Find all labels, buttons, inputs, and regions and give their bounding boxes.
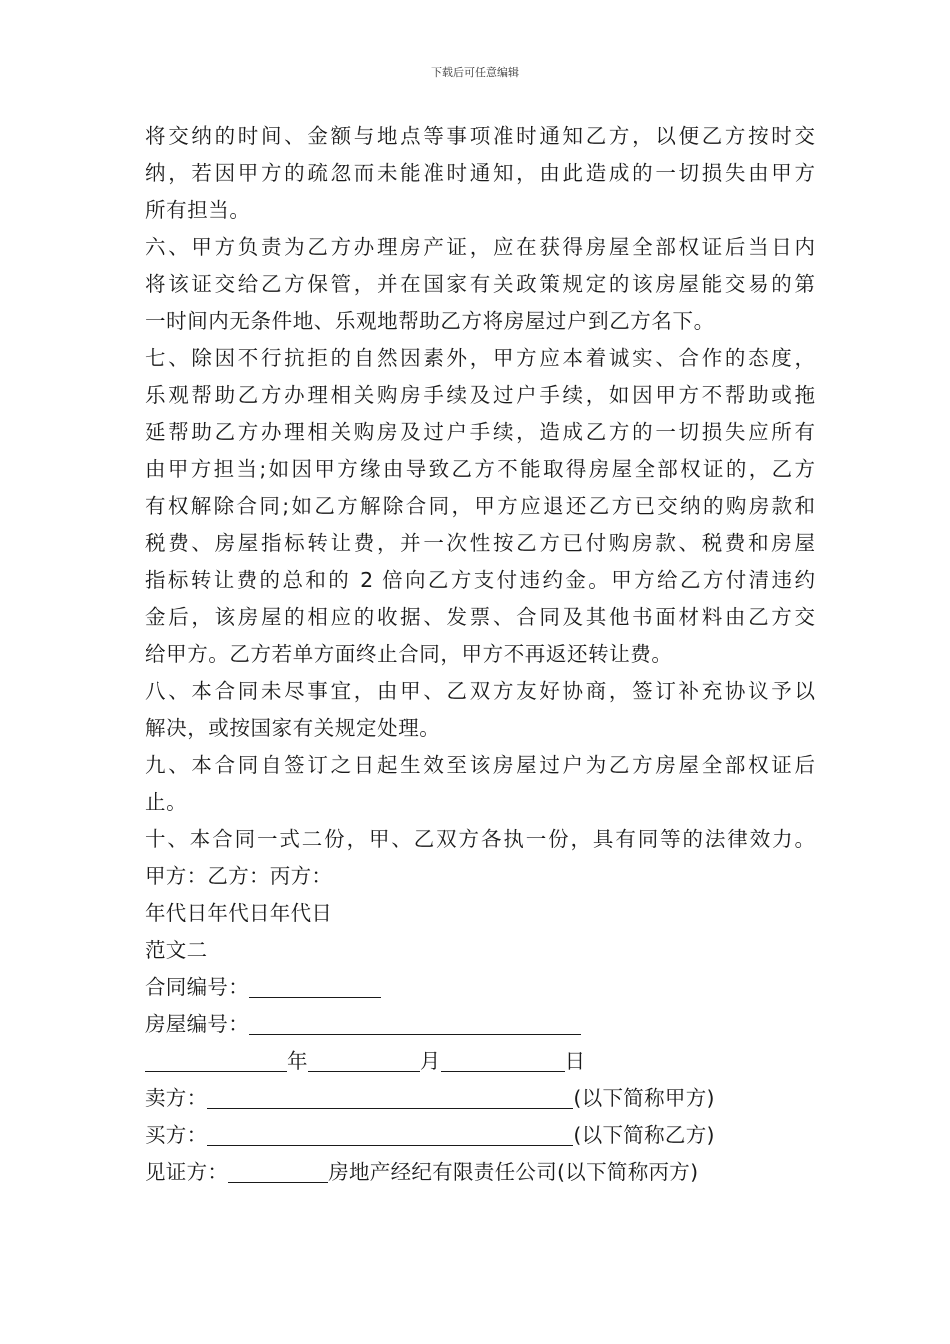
body-line: 解决，或按国家有关规定处理。 — [145, 716, 441, 740]
seller-row — [145, 1080, 815, 1117]
body-line: 七、除因不行抗拒的自然因素外，甲方应本着诚实、合作的态度， — [145, 346, 815, 370]
month-blank — [308, 1047, 420, 1072]
buyer-label: 买方： — [145, 1123, 208, 1147]
contract-number-row — [145, 969, 815, 1006]
section-title: 范文二 — [145, 938, 208, 962]
body-line: 九、本合同自签订之日起生效至该房屋过户为乙方房屋全部权证后 — [145, 753, 815, 777]
body-line: 乐观帮助乙方办理相关购房手续及过户手续，如因甲方不帮助或拖 — [145, 383, 815, 407]
body-line: 给甲方。乙方若单方面终止合同，甲方不再返还转让费。 — [145, 642, 673, 666]
body-line: 由甲方担当;如因甲方缘由导致乙方不能取得房屋全部权证的，乙方 — [145, 457, 815, 481]
contract-number-blank — [249, 973, 381, 998]
signature-dates-line: 年代日年代日年代日 — [145, 901, 333, 925]
body-line: 止。 — [145, 790, 188, 814]
seller-blank — [207, 1084, 573, 1109]
body-line: 税费、房屋指标转让费，并一次性按乙方已付购房款、税费和房屋 — [145, 531, 815, 555]
house-number-blank — [249, 1010, 581, 1035]
year-label: 年 — [287, 1049, 308, 1073]
day-blank — [441, 1047, 565, 1072]
body-line: 有权解除合同;如乙方解除合同，甲方应退还乙方已交纳的购房款和 — [145, 494, 815, 518]
house-number-label: 房屋编号： — [145, 1012, 249, 1036]
body-line: 指标转让费的总和的 2 倍向乙方支付违约金。甲方给乙方付清违约 — [145, 568, 815, 592]
buyer-row — [145, 1117, 815, 1154]
body-line: 十、本合同一式二份，甲、乙双方各执一份，具有同等的法律效力。 — [145, 827, 815, 851]
signature-parties-line: 甲方：乙方：丙方： — [145, 864, 333, 888]
body-line: 延帮助乙方办理相关购房及过户手续，造成乙方的一切损失应所有 — [145, 420, 815, 444]
day-label: 日 — [564, 1049, 586, 1073]
seller-label: 卖方： — [145, 1086, 208, 1110]
body-line: 八、本合同未尽事宜，由甲、乙双方友好协商，签订补充协议予以 — [145, 679, 815, 703]
body-line: 一时间内无条件地、乐观地帮助乙方将房屋过户到乙方名下。 — [145, 309, 715, 333]
body-line: 将该证交给乙方保管，并在国家有关政策规定的该房屋能交易的第 — [145, 272, 815, 296]
page-header-note: 下载后可任意编辑 — [431, 66, 519, 79]
document-body — [145, 118, 815, 1191]
house-number-row — [145, 1006, 815, 1043]
buyer-suffix: (以下简称乙方) — [573, 1123, 715, 1147]
body-line: 六、甲方负责为乙方办理房产证，应在获得房屋全部权证后当日内 — [145, 235, 815, 259]
year-blank — [145, 1047, 287, 1072]
body-line: 所有担当。 — [145, 198, 251, 222]
witness-label: 见证方： — [145, 1160, 229, 1184]
contract-number-label: 合同编号： — [145, 975, 249, 999]
witness-row — [145, 1154, 815, 1191]
date-row — [145, 1043, 815, 1080]
buyer-blank — [207, 1121, 573, 1146]
witness-blank — [228, 1158, 328, 1183]
witness-suffix: 房地产经纪有限责任公司(以下简称丙方) — [328, 1160, 699, 1184]
month-label: 月 — [419, 1049, 441, 1073]
body-line: 纳，若因甲方的疏忽而未能准时通知，由此造成的一切损失由甲方 — [145, 161, 815, 185]
body-line: 金后，该房屋的相应的收据、发票、合同及其他书面材料由乙方交 — [145, 605, 815, 629]
seller-suffix: (以下简称甲方) — [573, 1086, 715, 1110]
body-line: 将交纳的时间、金额与地点等事项准时通知乙方，以便乙方按时交 — [145, 124, 815, 148]
